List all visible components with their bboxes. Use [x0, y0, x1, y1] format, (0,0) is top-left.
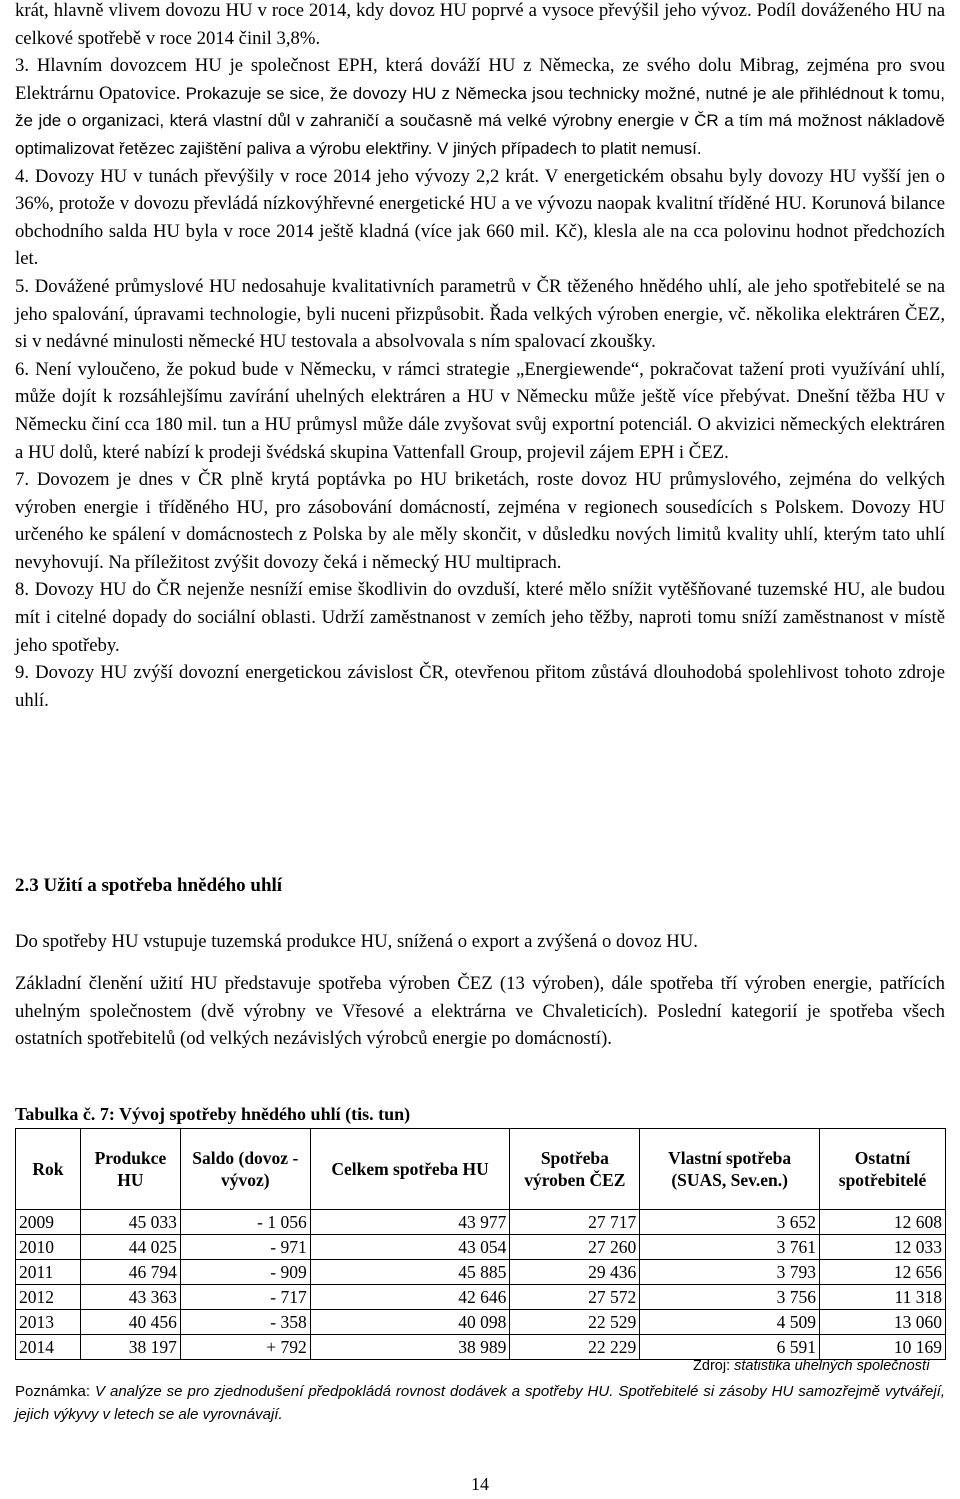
text-run: Prokazuje se sice, že dovozy HU z Německa jsou technicky možné, nutné je ale přihlédnout k tomu, že jde o organizaci, která vlastní důl v zahraničí a současně má velké výrobny energie v ČR a tím má možnost nákladově optimalizovat řetězec zajištění paliva a výrobu elektřiny. V jiných případech to platit nemusí.	[15, 83, 945, 158]
table-cell: 29 436	[510, 1260, 640, 1285]
table-cell: 27 260	[510, 1235, 640, 1260]
table-cell: 43 363	[80, 1285, 180, 1310]
column-header: Vlastní spotřeba (SUAS, Sev.en.)	[640, 1129, 820, 1210]
table-row	[16, 1210, 946, 1235]
table-cell: - 1 056	[180, 1210, 310, 1235]
table-cell: 10 169	[820, 1335, 946, 1360]
table-cell: 38 989	[310, 1335, 510, 1360]
paragraph	[15, 52, 945, 162]
table-cell: 4 509	[640, 1310, 820, 1335]
text-run: 7. Dovozem je dnes v ČR plně krytá poptávka po HU briketách, roste dovoz HU průmyslového, zejména do velkých výroben energie i tříděného HU, pro zásobování domácností, zejména v regionech sousedících s Polskem. Dovozy HU určeného ke spálení v domácnostech z Polska by ale měly skončit, v důsledku nových limitů kvality uhlí, kterým tato uhlí nevyhovují. Na příležitost zvýšit dovozy čeká i německý HU multiprach.	[15, 469, 945, 573]
paragraph	[15, 163, 945, 273]
table-cell: 3 756	[640, 1285, 820, 1310]
column-header: Spotřeba výroben ČEZ	[510, 1129, 640, 1210]
table-cell: 13 060	[820, 1310, 946, 1335]
text-run: 8. Dovozy HU do ČR nejenže nesníží emise škodlivin do ovzduší, které mělo snížit vytěšňované tuzemské HU, ale budou mít i citelné dopady do sociální oblasti. Udrží zaměstnanost v zemích jeho těžby, naproti tomu sníží zaměstnanost v místě jeho spotřeby.	[15, 579, 945, 656]
table-row	[16, 1260, 946, 1285]
page-number: 14	[471, 1474, 489, 1494]
table-cell: 3 761	[640, 1235, 820, 1260]
column-header: Celkem spotřeba HU	[310, 1129, 510, 1210]
paragraph	[15, 356, 945, 466]
table-row	[16, 1310, 946, 1335]
table-cell: - 717	[180, 1285, 310, 1310]
text-run: 6. Není vyloučeno, že pokud bude v Německu, v rámci strategie „Energiewende“, pokračovat tažení proti využívání uhlí, může dojít k rozsáhlejšímu zavírání uhelných elektráren a HU v Německu může ještě více přebývat. Dnešní těžba HU v Německu činí cca 180 mil. tun a HU průmysl může dále zvyšovat svůj exportní potenciál. O akvizici německých elektráren a HU dolů, které nabízí k prodeji švédská skupina Vattenfall Group, projevil zájem EPH i ČEZ.	[15, 358, 945, 463]
table-cell: 40 098	[310, 1310, 510, 1335]
column-header: Rok	[16, 1129, 81, 1210]
body-text	[15, 0, 945, 714]
table-cell: 2011	[16, 1260, 81, 1285]
table-cell: 12 033	[820, 1235, 946, 1260]
table-cell: 40 456	[80, 1310, 180, 1335]
table-note	[15, 1380, 945, 1426]
source-label: Zdroj:	[693, 1358, 735, 1374]
table-cell: + 792	[180, 1335, 310, 1360]
table-cell: 12 608	[820, 1210, 946, 1235]
table-cell: 22 229	[510, 1335, 640, 1360]
table-cell: 11 318	[820, 1285, 946, 1310]
table-row	[16, 1285, 946, 1310]
table-cell: 43 977	[310, 1210, 510, 1235]
table-cell: 27 572	[510, 1285, 640, 1310]
table-cell: - 971	[180, 1235, 310, 1260]
table-cell: 2010	[16, 1235, 81, 1260]
section-paragraph: Základní členění užití HU představuje spotřeba výroben ČEZ (13 výroben), dále spotřeba tří výroben energie, patřících uhelným společnostem (dvě výrobny ve Vřesové a elektrárna ve Chvaleticích). Poslední kategorií je spotřeba všech ostatních spotřebitelů (od velkých nezávislých výrobců energie po domácností).	[15, 973, 945, 1050]
paragraph	[15, 576, 945, 659]
table-cell: - 909	[180, 1260, 310, 1285]
table-cell: 43 054	[310, 1235, 510, 1260]
table-row	[16, 1235, 946, 1260]
paragraph	[15, 466, 945, 576]
column-header: Ostatní spotřebitelé	[820, 1129, 946, 1210]
table-source	[510, 1356, 930, 1376]
table-cell: 42 646	[310, 1285, 510, 1310]
table-cell: 2009	[16, 1210, 81, 1235]
column-header: Produkce HU	[80, 1129, 180, 1210]
section-paragraph: Do spotřeby HU vstupuje tuzemská produkce HU, snížená o export a zvýšená o dovoz HU.	[15, 931, 698, 952]
paragraph	[15, 659, 945, 714]
table-cell: - 358	[180, 1310, 310, 1335]
column-header: Saldo (dovoz - vývoz)	[180, 1129, 310, 1210]
table-body	[16, 1210, 946, 1360]
table-cell: 3 793	[640, 1260, 820, 1285]
table-cell: 2013	[16, 1310, 81, 1335]
text-run: 5. Dovážené průmyslové HU nedosahuje kvalitativních parametrů v ČR těženého hnědého uhlí, ale jeho spotřebitelé se na jeho spalování, úpravami technologie, byli nuceni přizpůsobit. Řada velkých výroben energie, vč. několika elektráren ČEZ, si v nedávné minulosti německé HU testovala a absolvovala s ním spalovací zkoušky.	[15, 275, 945, 353]
table-caption: Tabulka č. 7: Vývoj spotřeby hnědého uhlí (tis. tun)	[15, 1104, 411, 1124]
consumption-table	[15, 1128, 946, 1360]
table-cell: 45 885	[310, 1260, 510, 1285]
table-cell: 38 197	[80, 1335, 180, 1360]
table-cell: 3 652	[640, 1210, 820, 1235]
paragraph	[15, 0, 945, 52]
table-cell: 45 033	[80, 1210, 180, 1235]
table-cell: 2014	[16, 1335, 81, 1360]
source-text: statistika uhelných společností	[734, 1358, 930, 1374]
section-heading: 2.3 Užití a spotřeba hnědého uhlí	[15, 875, 283, 896]
table-cell: 12 656	[820, 1260, 946, 1285]
table-cell: 44 025	[80, 1235, 180, 1260]
table-cell: 27 717	[510, 1210, 640, 1235]
note-text: V analýze se pro zjednodušení předpokládá rovnost dodávek a spotřeby HU. Spotřebitelé si zásoby HU samozřejmě vytvářejí, jejich výkyvy v letech se ale vyrovnávají.	[15, 1383, 945, 1423]
text-run: 9. Dovozy HU zvýší dovozní energetickou závislost ČR, otevřenou přitom zůstává dlouhodobá spolehlivost tohoto zdroje uhlí.	[15, 662, 945, 711]
table-header-row	[16, 1129, 946, 1210]
table-cell: 6 591	[640, 1335, 820, 1360]
table-cell: 46 794	[80, 1260, 180, 1285]
table-cell: 22 529	[510, 1310, 640, 1335]
text-run: 4. Dovozy HU v tunách převýšily v roce 2014 jeho vývozy 2,2 krát. V energetickém obsahu byly dovozy HU vyšší jen o 36%, protože v dovozu převládá nízkovýhřevné energetické HU a ve vývozu naopak kvalitní tříděné HU. Korunová bilance obchodního salda HU byla v roce 2014 ještě kladná (více jak 660 mil. Kč), klesla ale na cca polovinu hodnot předchozích let.	[15, 165, 945, 270]
note-label: Poznámka:	[15, 1383, 96, 1400]
text-run: 3. Hlavním dovozcem HU je společnost EPH, která dováží HU z Německa, ze svého dolu Mibrag, zejména pro svou Elektrárnu Opatovice.	[15, 55, 945, 104]
table-cell: 2012	[16, 1285, 81, 1310]
paragraph	[15, 273, 945, 356]
text-run: krát, hlavně vlivem dovozu HU v roce 2014, kdy dovoz HU poprvé a vysoce převýšil jeho vývoz. Podíl dováženého HU na celkové spotřebě v roce 2014 činil 3,8%.	[15, 0, 945, 49]
